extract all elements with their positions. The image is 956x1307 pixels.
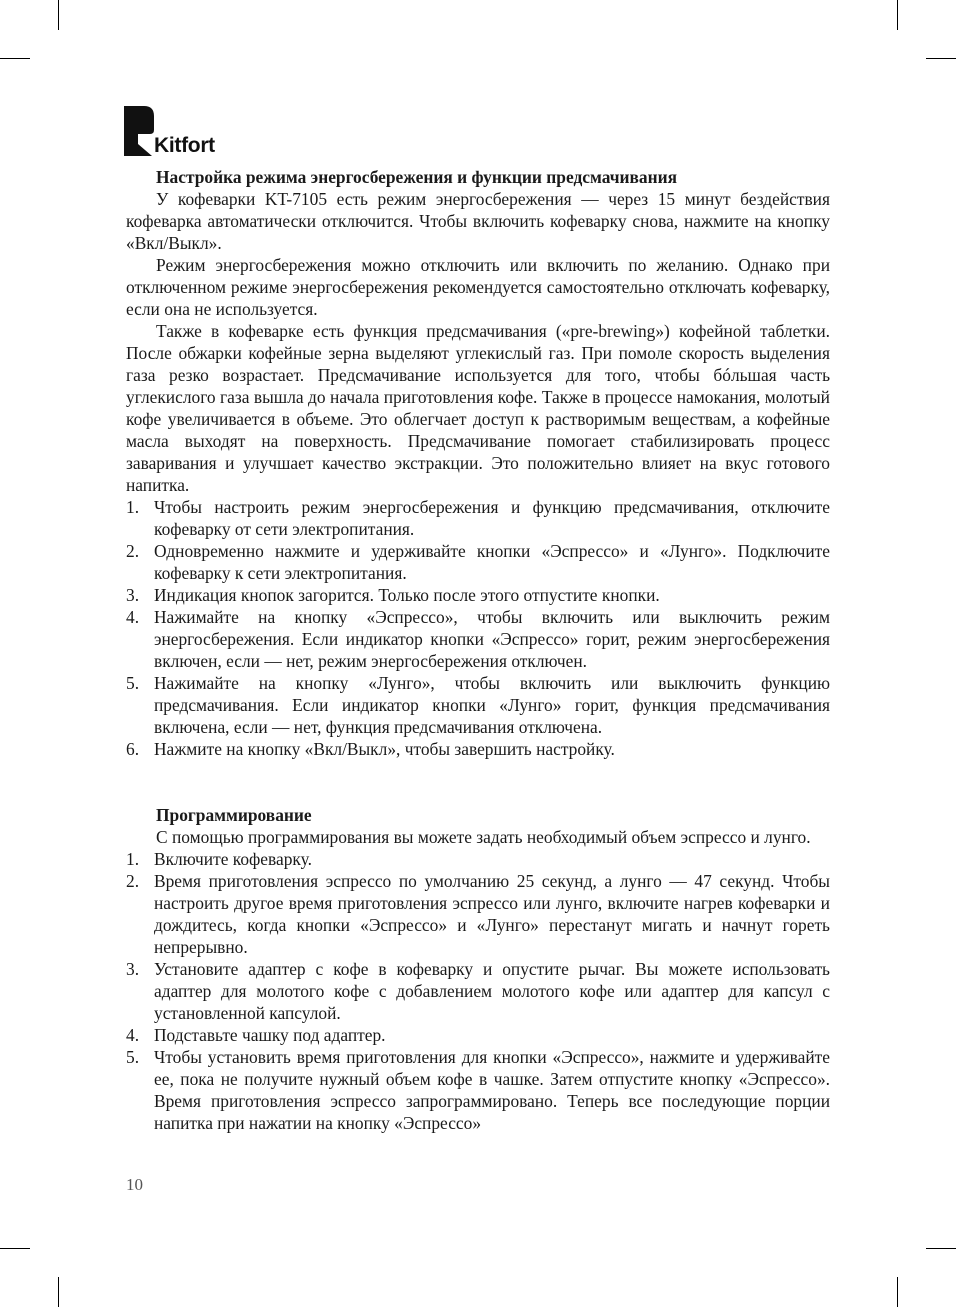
- list-item: [126, 672, 830, 738]
- list-number: 3.: [126, 959, 140, 979]
- list-item-text: Время приготовления эспрессо по умолчанию 25 секунд, а лунго — 47 секунд. Чтобы настроить другое время приготовления эспрессо или лунго, включите нагрев кофеварки и дождитесь, когда кнопки «Эспрессо» и «Лунго» перестанут мигать и начнут гореть непрерывно.: [154, 871, 830, 957]
- energy-saving-steps-list: [126, 496, 830, 760]
- list-number: 5.: [126, 1047, 140, 1067]
- crop-mark: [926, 1248, 956, 1249]
- list-number: 1.: [126, 497, 140, 517]
- list-item: [126, 584, 830, 606]
- page-number: 10: [126, 1175, 143, 1194]
- list-item: [126, 848, 830, 870]
- section-heading-energy-saving: Настройка режима энергосбережения и функции предсмачивания: [156, 167, 678, 187]
- crop-mark: [0, 58, 30, 59]
- section-spacer: [126, 760, 830, 804]
- kitfort-logo-icon: [124, 104, 156, 156]
- list-number: 4.: [126, 607, 140, 627]
- list-item-text: Нажимайте на кнопку «Эспрессо», чтобы включить или выключить режим энергосбережения. Если индикатор кнопки «Эспрессо» горит, режим энергосбережения включен, если — нет, режим энергосбережения отключен.: [154, 607, 830, 671]
- paragraph: У кофеварки KT-7105 есть режим энергосбережения — через 15 минут бездействия кофеварка автоматически отключится. Чтобы включить кофеварку снова, нажмите на кнопку «Вкл/Выкл».: [126, 189, 830, 253]
- crop-mark: [0, 1248, 30, 1249]
- crop-mark: [897, 1277, 898, 1307]
- paragraph: С помощью программирования вы можете задать необходимый объем эспрессо и лунго.: [156, 827, 811, 847]
- crop-mark: [58, 1277, 59, 1307]
- paragraph: Также в кофеварке есть функция предсмачивания («pre-brewing») кофейной таблетки. После обжарки кофейные зерна выделяют углекислый газ. При помоле скорость выделения газа резко возрастает. Предсмачивание используется для того, чтобы бóльшая часть углекислого газа вышла до начала приготовления кофе. Также в процессе намокания, молотый кофе увеличивается в объеме. Это облегчает доступ к растворимым веществам, а кофейные масла выходят на поверхность. Предсмачивание помогает стабилизировать процесс заваривания и улучшает качество экстракции. Это положительно влияет на вкус готового напитка.: [126, 321, 830, 495]
- list-number: 2.: [126, 871, 140, 891]
- list-item-text: Подставьте чашку под адаптер.: [154, 1025, 386, 1045]
- list-item: [126, 1024, 830, 1046]
- crop-mark: [897, 0, 898, 30]
- crop-mark: [926, 58, 956, 59]
- programming-steps-list: [126, 848, 830, 1134]
- page-content: [126, 166, 830, 1134]
- list-item-text: Чтобы установить время приготовления для кнопки «Эспрессо», нажмите и удерживайте ее, пока не получите нужный объем кофе в чашке. Затем отпустите кнопку «Эспрессо». Время приготовления эспрессо запрограммировано. Теперь все последующие порции напитка при нажатии на кнопку «Эспрессо»: [154, 1047, 830, 1133]
- list-item-text: Включите кофеварку.: [154, 849, 312, 869]
- list-item: [126, 958, 830, 1024]
- list-item-text: Чтобы настроить режим энергосбережения и функцию предсмачивания, отключите кофеварку от сети электропитания.: [154, 497, 830, 539]
- list-number: 1.: [126, 849, 140, 869]
- list-number: 5.: [126, 673, 140, 693]
- list-item-text: Нажмите на кнопку «Вкл/Выкл», чтобы завершить настройку.: [154, 739, 615, 759]
- kitfort-logo: [124, 104, 234, 156]
- list-item: [126, 738, 830, 760]
- list-item: [126, 496, 830, 540]
- list-item: [126, 1046, 830, 1134]
- list-item-text: Установите адаптер с кофе в кофеварку и опустите рычаг. Вы можете использовать адаптер для молотого кофе с добавлением молотого кофе или адаптер для капсул с установленной капсулой.: [154, 959, 830, 1023]
- list-item-text: Индикация кнопок загорится. Только после этого отпустите кнопки.: [154, 585, 660, 605]
- list-item: [126, 870, 830, 958]
- list-number: 6.: [126, 739, 140, 759]
- list-number: 3.: [126, 585, 140, 605]
- list-item: [126, 540, 830, 584]
- section-heading-programming: Программирование: [156, 805, 312, 825]
- paragraph: Режим энергосбережения можно отключить или включить по желанию. Однако при отключенном режиме энергосбережения рекомендуется самостоятельно отключать кофеварку, если она не используется.: [126, 255, 830, 319]
- list-item: [126, 606, 830, 672]
- list-item-text: Нажимайте на кнопку «Лунго», чтобы включить или выключить функцию предсмачивания. Если индикатор кнопки «Лунго» горит, функция предсмачивания включена, если — нет, функция предсмачивания отключена.: [154, 673, 830, 737]
- brand-name: Kitfort: [154, 134, 215, 157]
- crop-mark: [58, 0, 59, 30]
- list-number: 4.: [126, 1025, 140, 1045]
- list-item-text: Одновременно нажмите и удерживайте кнопки «Эспрессо» и «Лунго». Подключите кофеварку к сети электропитания.: [154, 541, 830, 583]
- list-number: 2.: [126, 541, 140, 561]
